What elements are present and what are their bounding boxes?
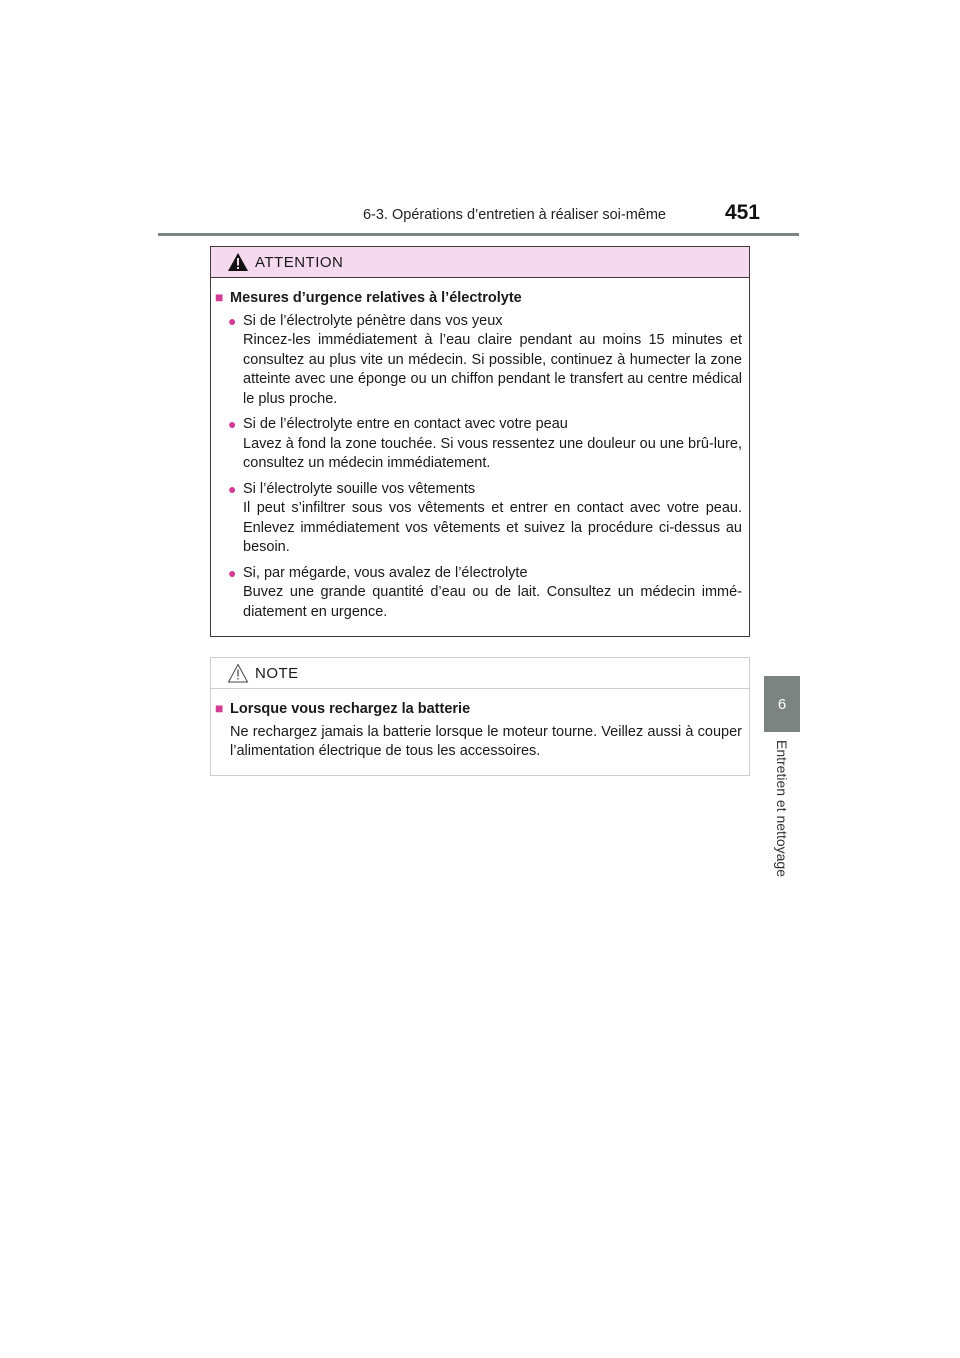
header-rule [158,233,799,236]
note-title: NOTE [255,664,299,682]
note-body: Ne rechargez jamais la batterie lorsque le moteur tourne. Veillez aussi à couper l’alimentation électrique de tous les accessoires. [230,723,742,759]
item-title: Si l’électrolyte souille vos vêtements [243,480,476,497]
note-heading-text: Lorsque vous rechargez la batterie [230,701,471,717]
chapter-number: 6 [777,695,787,713]
circle-bullet-icon: ● [228,564,237,581]
item-body: Rincez-les immédiatement à l’eau claire pendant au moins 15 minutes et consultez au plus vite un médecin. Si possible, continuez à humecter la zone atteinte avec une éponge ou un chiffon pendant le transfert au centre médical le plus proche. [243,332,742,407]
item-title: Si, par mégarde, vous avalez de l’électrolyte [243,564,528,581]
attention-content [211,278,749,622]
chapter-title: Entretien et nettoyage [774,740,790,877]
section-title: 6-3. Opérations d’entretien à réaliser soi-même [362,207,666,223]
page-number: 451 [724,201,760,224]
item-title: Si de l’électrolyte entre en contact avec votre peau [243,416,568,432]
circle-bullet-icon: ● [228,416,237,432]
item-body: Lavez à fond la zone touchée. Si vous ressentez une douleur ou une brû-lure, consultez un médecin immédiatement. [243,435,742,471]
attention-heading [215,288,742,309]
attention-header [211,247,749,278]
chapter-tab [764,676,800,732]
item-body: Buvez une grande quantité d’eau ou de lait. Consultez un médecin immé-diatement en urgence. [243,584,742,620]
list-item [215,564,742,623]
list-item [215,480,742,558]
attention-heading-text: Mesures d’urgence relatives à l’électrolyte [230,290,522,306]
note-header [211,658,749,689]
list-item [215,312,742,410]
circle-bullet-icon: ● [228,480,237,497]
circle-bullet-icon: ● [228,312,237,329]
note-content [211,689,749,762]
item-title: Si de l’électrolyte pénètre dans vos yeux [243,312,503,329]
warning-outline-icon [227,663,249,683]
item-body: Il peut s’infiltrer sous vos vêtements et entrer en contact avec votre peau. Enlevez immédiatement vos vêtements et suivez la procédure ci-dessus au besoin. [243,500,742,555]
attention-title: ATTENTION [255,253,344,271]
square-bullet-icon: ■ [215,289,224,305]
warning-filled-icon [227,252,249,272]
list-item [215,415,742,474]
note-box [210,657,750,776]
attention-box [210,246,750,637]
note-heading [215,699,742,720]
square-bullet-icon: ■ [215,700,224,716]
